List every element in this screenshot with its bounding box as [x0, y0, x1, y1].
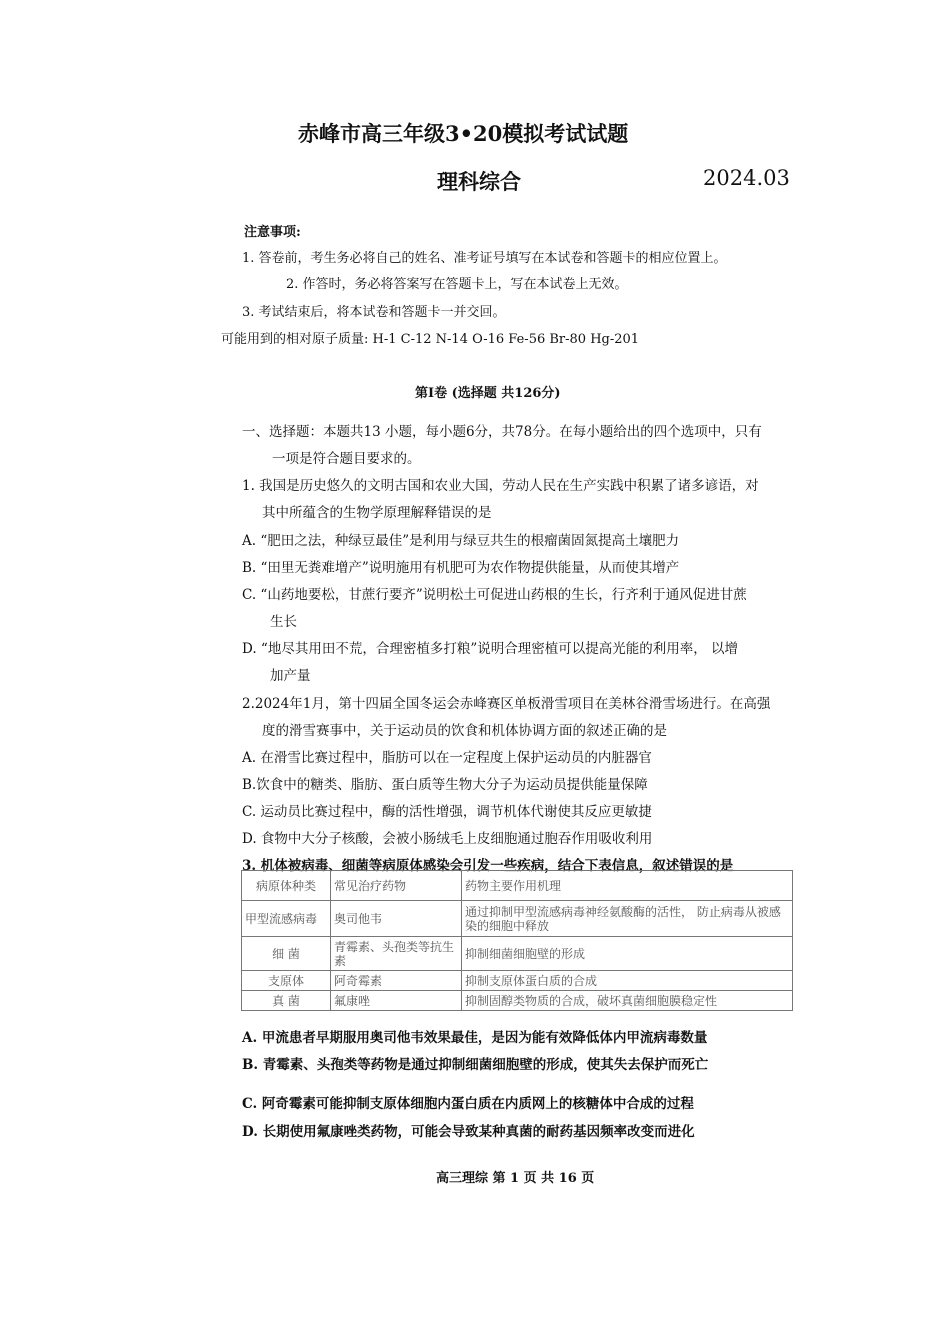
option-d-cont: 加产量: [270, 668, 311, 684]
question-stem: 3. 机体被病毒、细菌等病原体感染会引发一些疾病，结合下表信息，叙述错误的是: [242, 858, 734, 874]
question-stem-cont: 度的滑雪赛事中，关于运动员的饮食和机体协调方面的叙述正确的是: [262, 723, 667, 739]
exam-title: 赤峰市高三年级3•20模拟考试试题: [298, 121, 629, 146]
table-cell: 抑制支原体蛋白质的合成: [462, 971, 793, 991]
option-c: C. 阿奇霉素可能抑制支原体细胞内蛋白质在内质网上的核糖体中合成的过程: [242, 1096, 694, 1112]
table-row: [242, 991, 793, 1011]
table-header-row: [242, 871, 793, 901]
option-c: C. “山药地要松，甘蔗行要齐”说明松土可促进山药根的生长，行齐利于通风促进甘蔗: [242, 587, 747, 603]
option-d: D. 长期使用氟康唑类药物，可能会导致某种真菌的耐药基因频率改变而进化: [242, 1124, 695, 1140]
table-row: [242, 901, 793, 937]
section-title: 第Ⅰ卷 (选择题 共126分): [415, 386, 561, 401]
note-item: 3. 考试结束后，将本试卷和答题卡一并交回。: [242, 305, 506, 320]
notes-heading: 注意事项:: [244, 225, 301, 240]
table-cell: 细 菌: [242, 937, 331, 971]
option-b: B. “田里无粪难增产”说明施用有机肥可为农作物提供能量，从而使其增产: [242, 560, 680, 576]
table-cell: 氟康唑: [331, 991, 462, 1011]
option-b: B.饮食中的糖类、脂肪、蛋白质等生物大分子为运动员提供能量保障: [242, 777, 648, 793]
option-a: A. 在滑雪比赛过程中，脂肪可以在一定程度上保护运动员的内脏器官: [242, 750, 652, 766]
exam-date: 2024.03: [703, 166, 790, 190]
table-cell: 支原体: [242, 971, 331, 991]
table-cell: 阿奇霉素: [331, 971, 462, 991]
question-stem-cont: 其中所蕴含的生物学原理解释错误的是: [262, 505, 492, 521]
table-row: [242, 971, 793, 991]
table-header-cell: 药物主要作用机理: [462, 871, 793, 901]
section-intro: 一、选择题：本题共13 小题，每小题6分，共78分。在每小题给出的四个选项中，只有: [242, 424, 762, 440]
atomic-mass-line: 可能用到的相对原子质量: H-1 C-12 N-14 O-16 Fe-56 Br-80 Hg-201: [221, 332, 640, 347]
option-c-cont: 生长: [270, 614, 297, 630]
option-d: D. 食物中大分子核酸，会被小肠绒毛上皮细胞通过胞吞作用吸收利用: [242, 831, 653, 847]
table-cell: 青霉素、头孢类等抗生素: [331, 937, 462, 971]
question-stem: 1. 我国是历史悠久的文明古国和农业大国，劳动人民在生产实践中积累了诸多谚语，对: [242, 478, 759, 494]
table-cell: 抑制细菌细胞壁的形成: [462, 937, 793, 971]
table-header-cell: 病原体种类: [242, 871, 331, 901]
section-intro-cont: 一项是符合题目要求的。: [272, 451, 421, 467]
question-stem: 2.2024年1月，第十四届全国冬运会赤峰赛区单板滑雪项目在美林谷滑雪场进行。在高强: [242, 696, 771, 712]
option-d: D. “地尽其用田不荒，合理密植多打粮”说明合理密植可以提高光能的利用率， 以增: [242, 641, 739, 657]
pathogen-drug-table: [241, 870, 793, 1011]
note-item: 1. 答卷前，考生务必将自己的姓名、准考证号填写在本试卷和答题卡的相应位置上。: [242, 251, 727, 266]
exam-subject: 理科综合: [437, 169, 521, 194]
table-row: [242, 937, 793, 971]
option-a: A. “肥田之法，种绿豆最佳”是利用与绿豆共生的根瘤菌固氮提高土壤肥力: [242, 533, 680, 549]
table-header-cell: 常见治疗药物: [331, 871, 462, 901]
table-cell: 真 菌: [242, 991, 331, 1011]
table-cell: 奥司他韦: [331, 901, 462, 937]
page-footer: 高三理综 第 1 页 共 16 页: [436, 1171, 595, 1186]
option-a: A. 甲流患者早期服用奥司他韦效果最佳，是因为能有效降低体内甲流病毒数量: [242, 1030, 708, 1046]
table-cell: 通过抑制甲型流感病毒神经氨酸酶的活性， 防止病毒从被感染的细胞中释放: [462, 901, 793, 937]
note-item: 2. 作答时，务必将答案写在答题卡上，写在本试卷上无效。: [286, 277, 628, 292]
option-c: C. 运动员比赛过程中，酶的活性增强，调节机体代谢使其反应更敏捷: [242, 804, 652, 820]
table-cell: 甲型流感病毒: [242, 901, 331, 937]
option-b: B. 青霉素、头孢类等药物是通过抑制细菌细胞壁的形成，使其失去保护而死亡: [242, 1057, 709, 1073]
table-cell: 抑制固醇类物质的合成，破坏真菌细胞膜稳定性: [462, 991, 793, 1011]
